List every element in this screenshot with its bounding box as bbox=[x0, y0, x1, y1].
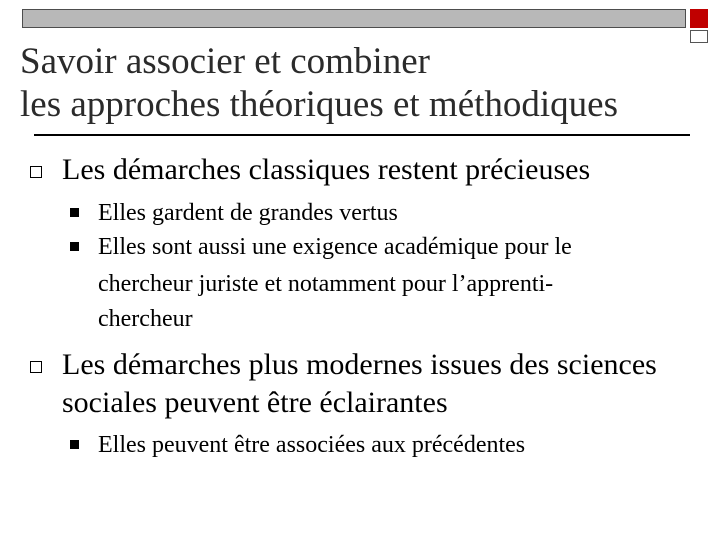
title-line-2: les approches théoriques et méthodiques bbox=[20, 84, 618, 125]
filled-square-bullet-icon bbox=[70, 242, 79, 251]
slide-title bbox=[20, 40, 618, 126]
bullet-1-text: Les démarches classiques restent précieuses bbox=[62, 153, 591, 186]
bullet-2-line-1: Les démarches plus modernes issues des sciences bbox=[62, 348, 657, 381]
hollow-square-bullet-icon bbox=[30, 361, 42, 373]
bullet-1-sub-2-line-3: chercheur bbox=[98, 306, 193, 332]
bullet-1-sub-2-line-2: chercheur juriste et notamment pour l’apprenti- bbox=[98, 271, 554, 297]
white-decor-square bbox=[690, 30, 708, 43]
title-divider bbox=[34, 134, 690, 136]
filled-square-bullet-icon bbox=[70, 440, 79, 449]
bullet-2-sub-1: Elles peuvent être associées aux précédentes bbox=[98, 432, 526, 458]
bullet-1-sub-1: Elles gardent de grandes vertus bbox=[98, 200, 398, 226]
title-line-1: Savoir associer et combiner bbox=[20, 41, 430, 82]
top-decor-bar bbox=[22, 9, 686, 28]
bullet-1-sub-2-line-1: Elles sont aussi une exigence académique pour le bbox=[98, 234, 572, 260]
bullet-2-line-2: sociales peuvent être éclairantes bbox=[62, 386, 448, 419]
hollow-square-bullet-icon bbox=[30, 166, 42, 178]
filled-square-bullet-icon bbox=[70, 208, 79, 217]
red-decor-square bbox=[690, 9, 708, 28]
